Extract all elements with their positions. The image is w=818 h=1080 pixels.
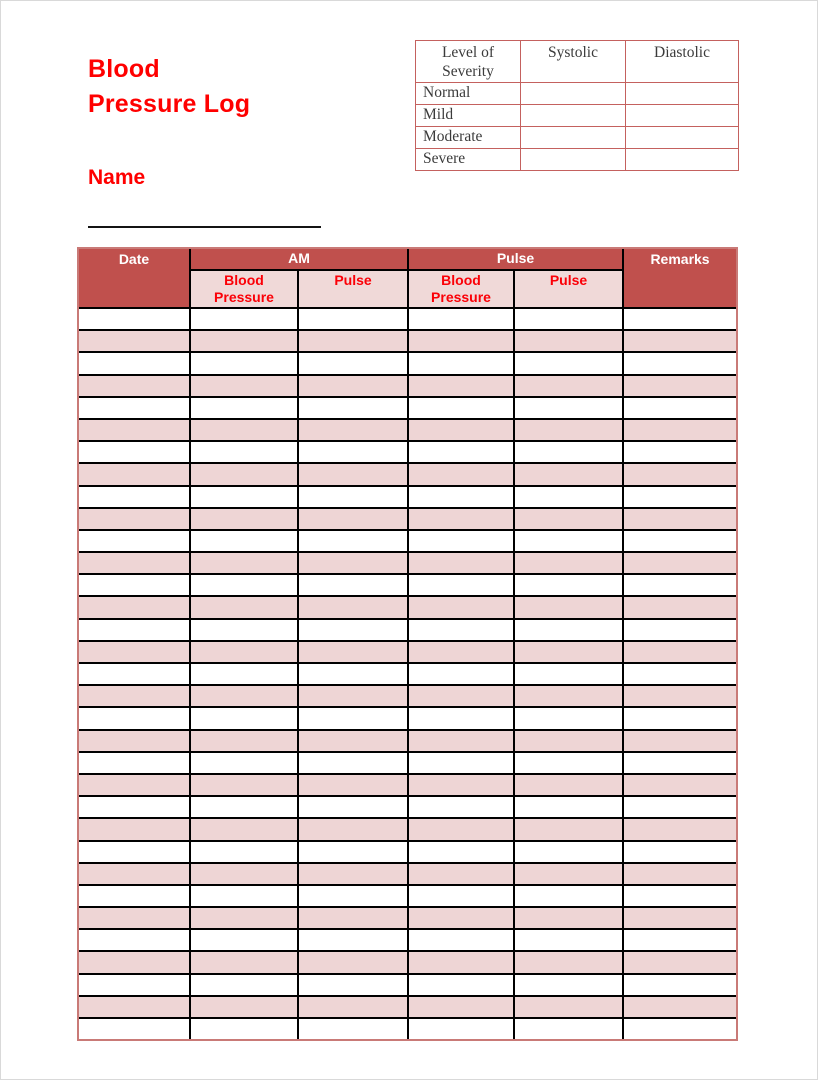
log-cell bbox=[514, 818, 623, 840]
log-subheader-am-pulse: Pulse bbox=[298, 270, 408, 308]
log-cell bbox=[190, 463, 298, 485]
log-cell bbox=[190, 929, 298, 951]
log-table-row bbox=[79, 885, 736, 907]
log-cell bbox=[190, 330, 298, 352]
log-cell bbox=[190, 508, 298, 530]
log-cell bbox=[514, 774, 623, 796]
log-cell bbox=[79, 330, 190, 352]
log-cell bbox=[408, 707, 514, 729]
log-table-row bbox=[79, 996, 736, 1018]
log-cell bbox=[623, 463, 736, 485]
log-cell bbox=[190, 996, 298, 1018]
log-header-pulse-group: Pulse bbox=[408, 249, 623, 270]
log-cell bbox=[514, 907, 623, 929]
log-table-row bbox=[79, 441, 736, 463]
log-cell bbox=[514, 996, 623, 1018]
log-cell bbox=[190, 796, 298, 818]
log-cell bbox=[298, 552, 408, 574]
severity-diastolic-cell bbox=[626, 127, 739, 149]
log-header-am-group: AM bbox=[190, 249, 408, 270]
log-cell bbox=[408, 508, 514, 530]
log-cell bbox=[623, 774, 736, 796]
log-cell bbox=[514, 707, 623, 729]
log-cell bbox=[514, 685, 623, 707]
severity-header-row bbox=[416, 41, 739, 83]
log-cell bbox=[298, 596, 408, 618]
log-table-row bbox=[79, 352, 736, 374]
log-table-row bbox=[79, 974, 736, 996]
log-cell bbox=[79, 907, 190, 929]
log-cell bbox=[514, 730, 623, 752]
log-cell bbox=[190, 530, 298, 552]
log-cell bbox=[298, 308, 408, 330]
log-cell bbox=[623, 863, 736, 885]
log-cell bbox=[623, 552, 736, 574]
log-cell bbox=[514, 974, 623, 996]
severity-table bbox=[415, 40, 739, 171]
log-cell bbox=[408, 774, 514, 796]
log-cell bbox=[623, 441, 736, 463]
log-cell bbox=[190, 974, 298, 996]
log-table-row bbox=[79, 752, 736, 774]
page-title-line2: Pressure Log bbox=[88, 90, 251, 118]
log-table-row bbox=[79, 1018, 736, 1039]
log-table-row bbox=[79, 375, 736, 397]
log-cell bbox=[408, 951, 514, 973]
log-cell bbox=[190, 574, 298, 596]
log-table-container bbox=[77, 247, 738, 1041]
log-table-row bbox=[79, 619, 736, 641]
log-table-row bbox=[79, 574, 736, 596]
log-cell bbox=[408, 530, 514, 552]
log-cell bbox=[298, 397, 408, 419]
log-cell bbox=[190, 1018, 298, 1039]
log-cell bbox=[298, 441, 408, 463]
log-cell bbox=[298, 796, 408, 818]
log-cell bbox=[623, 685, 736, 707]
log-cell bbox=[514, 308, 623, 330]
log-table-row bbox=[79, 419, 736, 441]
log-cell bbox=[623, 796, 736, 818]
log-table-row bbox=[79, 774, 736, 796]
log-cell bbox=[623, 707, 736, 729]
log-cell bbox=[79, 641, 190, 663]
log-table-row bbox=[79, 951, 736, 973]
log-cell bbox=[298, 685, 408, 707]
log-table-row bbox=[79, 929, 736, 951]
log-cell bbox=[298, 730, 408, 752]
log-cell bbox=[514, 441, 623, 463]
log-cell bbox=[623, 352, 736, 374]
log-cell bbox=[408, 596, 514, 618]
log-cell bbox=[408, 796, 514, 818]
log-cell bbox=[190, 486, 298, 508]
log-cell bbox=[298, 352, 408, 374]
log-cell bbox=[623, 818, 736, 840]
log-cell bbox=[408, 352, 514, 374]
log-table-row bbox=[79, 730, 736, 752]
log-subheader-am-blood-pressure: Blood Pressure bbox=[190, 270, 298, 308]
log-cell bbox=[623, 1018, 736, 1039]
log-cell bbox=[79, 974, 190, 996]
log-cell bbox=[623, 641, 736, 663]
log-cell bbox=[79, 885, 190, 907]
log-cell bbox=[623, 397, 736, 419]
log-cell bbox=[623, 730, 736, 752]
log-header-remarks: Remarks bbox=[623, 249, 736, 308]
log-cell bbox=[79, 863, 190, 885]
log-cell bbox=[623, 907, 736, 929]
log-table-row bbox=[79, 863, 736, 885]
log-cell bbox=[79, 818, 190, 840]
log-cell bbox=[623, 752, 736, 774]
log-cell bbox=[79, 552, 190, 574]
log-cell bbox=[408, 752, 514, 774]
log-cell bbox=[190, 863, 298, 885]
log-subheader-pm-pulse: Pulse bbox=[514, 270, 623, 308]
log-cell bbox=[190, 818, 298, 840]
log-cell bbox=[298, 885, 408, 907]
log-cell bbox=[79, 397, 190, 419]
log-table-row bbox=[79, 508, 736, 530]
log-table-row bbox=[79, 330, 736, 352]
log-cell bbox=[408, 996, 514, 1018]
log-cell bbox=[79, 508, 190, 530]
log-cell bbox=[79, 419, 190, 441]
log-cell bbox=[190, 308, 298, 330]
log-cell bbox=[514, 885, 623, 907]
log-cell bbox=[514, 1018, 623, 1039]
log-cell bbox=[408, 486, 514, 508]
log-cell bbox=[79, 463, 190, 485]
log-cell bbox=[514, 486, 623, 508]
log-cell bbox=[514, 574, 623, 596]
log-cell bbox=[514, 463, 623, 485]
log-cell bbox=[190, 596, 298, 618]
log-cell bbox=[79, 352, 190, 374]
log-cell bbox=[623, 375, 736, 397]
log-cell bbox=[79, 441, 190, 463]
log-cell bbox=[298, 1018, 408, 1039]
severity-systolic-cell bbox=[521, 105, 626, 127]
log-cell bbox=[408, 375, 514, 397]
log-cell bbox=[190, 685, 298, 707]
log-cell bbox=[408, 419, 514, 441]
log-cell bbox=[623, 330, 736, 352]
log-cell bbox=[298, 929, 408, 951]
log-cell bbox=[623, 574, 736, 596]
log-table-row bbox=[79, 841, 736, 863]
log-cell bbox=[514, 352, 623, 374]
log-table-row bbox=[79, 907, 736, 929]
log-cell bbox=[79, 619, 190, 641]
log-cell bbox=[79, 929, 190, 951]
log-cell bbox=[79, 663, 190, 685]
log-table-row bbox=[79, 552, 736, 574]
log-cell bbox=[623, 596, 736, 618]
log-table-row bbox=[79, 308, 736, 330]
log-cell bbox=[514, 530, 623, 552]
severity-level-cell: Mild bbox=[416, 105, 521, 127]
log-cell bbox=[298, 330, 408, 352]
log-cell bbox=[514, 397, 623, 419]
log-cell bbox=[190, 352, 298, 374]
log-cell bbox=[408, 663, 514, 685]
log-cell bbox=[298, 419, 408, 441]
log-cell bbox=[408, 929, 514, 951]
log-cell bbox=[190, 419, 298, 441]
severity-systolic-cell bbox=[521, 149, 626, 171]
log-cell bbox=[623, 951, 736, 973]
severity-header-diastolic: Diastolic bbox=[626, 41, 739, 83]
log-cell bbox=[408, 1018, 514, 1039]
log-table-body bbox=[79, 308, 736, 1039]
log-cell bbox=[298, 707, 408, 729]
log-cell bbox=[298, 863, 408, 885]
log-cell bbox=[79, 841, 190, 863]
log-cell bbox=[190, 752, 298, 774]
log-cell bbox=[514, 863, 623, 885]
log-cell bbox=[514, 929, 623, 951]
log-cell bbox=[623, 419, 736, 441]
log-cell bbox=[190, 841, 298, 863]
log-cell bbox=[79, 774, 190, 796]
log-table-row bbox=[79, 663, 736, 685]
log-cell bbox=[79, 596, 190, 618]
log-cell bbox=[79, 752, 190, 774]
log-cell bbox=[190, 951, 298, 973]
log-cell bbox=[408, 730, 514, 752]
log-cell bbox=[514, 663, 623, 685]
log-cell bbox=[298, 619, 408, 641]
log-cell bbox=[514, 508, 623, 530]
log-cell bbox=[298, 774, 408, 796]
log-cell bbox=[623, 929, 736, 951]
log-cell bbox=[514, 841, 623, 863]
log-cell bbox=[623, 841, 736, 863]
log-cell bbox=[514, 752, 623, 774]
severity-row-mild bbox=[416, 105, 739, 127]
severity-row-moderate bbox=[416, 127, 739, 149]
log-cell bbox=[190, 397, 298, 419]
log-cell bbox=[298, 996, 408, 1018]
log-cell bbox=[79, 996, 190, 1018]
log-table-row bbox=[79, 530, 736, 552]
log-cell bbox=[408, 685, 514, 707]
log-cell bbox=[298, 818, 408, 840]
log-cell bbox=[79, 530, 190, 552]
log-cell bbox=[79, 707, 190, 729]
log-cell bbox=[408, 818, 514, 840]
log-cell bbox=[623, 663, 736, 685]
log-cell bbox=[514, 375, 623, 397]
log-cell bbox=[190, 885, 298, 907]
log-cell bbox=[408, 552, 514, 574]
log-cell bbox=[408, 463, 514, 485]
log-cell bbox=[298, 752, 408, 774]
log-cell bbox=[623, 508, 736, 530]
log-cell bbox=[298, 907, 408, 929]
log-cell bbox=[79, 486, 190, 508]
log-subheader-pm-blood-pressure: Blood Pressure bbox=[408, 270, 514, 308]
log-cell bbox=[190, 552, 298, 574]
log-cell bbox=[190, 774, 298, 796]
log-cell bbox=[190, 619, 298, 641]
log-cell bbox=[79, 1018, 190, 1039]
log-cell bbox=[408, 574, 514, 596]
log-cell bbox=[190, 663, 298, 685]
log-cell bbox=[514, 330, 623, 352]
log-cell bbox=[190, 641, 298, 663]
name-fill-line bbox=[88, 226, 321, 228]
log-cell bbox=[298, 641, 408, 663]
page-title-line1: Blood bbox=[88, 55, 160, 83]
log-table-row bbox=[79, 796, 736, 818]
log-cell bbox=[408, 841, 514, 863]
log-table-row bbox=[79, 397, 736, 419]
log-cell bbox=[623, 619, 736, 641]
log-cell bbox=[408, 974, 514, 996]
log-cell bbox=[298, 951, 408, 973]
log-cell bbox=[298, 530, 408, 552]
log-cell bbox=[79, 685, 190, 707]
page-title bbox=[88, 52, 250, 122]
severity-level-cell: Severe bbox=[416, 149, 521, 171]
log-cell bbox=[623, 486, 736, 508]
log-cell bbox=[190, 707, 298, 729]
log-cell bbox=[514, 552, 623, 574]
log-cell bbox=[408, 885, 514, 907]
log-cell bbox=[514, 419, 623, 441]
log-cell bbox=[408, 863, 514, 885]
name-label: Name bbox=[88, 166, 146, 189]
log-table-row bbox=[79, 641, 736, 663]
log-table-row bbox=[79, 486, 736, 508]
severity-row-severe bbox=[416, 149, 739, 171]
log-group-header-row bbox=[79, 249, 736, 270]
log-table bbox=[79, 249, 736, 1039]
log-cell bbox=[190, 730, 298, 752]
log-header-date: Date bbox=[79, 249, 190, 308]
log-cell bbox=[79, 308, 190, 330]
log-cell bbox=[298, 663, 408, 685]
severity-row-normal bbox=[416, 83, 739, 105]
log-cell bbox=[79, 796, 190, 818]
log-cell bbox=[623, 308, 736, 330]
log-cell bbox=[298, 508, 408, 530]
log-cell bbox=[408, 397, 514, 419]
log-cell bbox=[190, 375, 298, 397]
log-cell bbox=[514, 596, 623, 618]
log-cell bbox=[298, 375, 408, 397]
severity-diastolic-cell bbox=[626, 83, 739, 105]
log-cell bbox=[79, 574, 190, 596]
log-cell bbox=[298, 574, 408, 596]
severity-diastolic-cell bbox=[626, 149, 739, 171]
log-cell bbox=[79, 951, 190, 973]
log-cell bbox=[408, 641, 514, 663]
log-cell bbox=[190, 441, 298, 463]
log-cell bbox=[623, 530, 736, 552]
log-cell bbox=[623, 885, 736, 907]
log-cell bbox=[408, 308, 514, 330]
severity-header-level: Level of Severity bbox=[416, 41, 521, 83]
log-cell bbox=[514, 951, 623, 973]
log-cell bbox=[298, 463, 408, 485]
log-cell bbox=[408, 619, 514, 641]
log-table-row bbox=[79, 685, 736, 707]
log-cell bbox=[623, 974, 736, 996]
severity-systolic-cell bbox=[521, 83, 626, 105]
log-cell bbox=[408, 330, 514, 352]
log-cell bbox=[408, 441, 514, 463]
severity-systolic-cell bbox=[521, 127, 626, 149]
severity-header-systolic: Systolic bbox=[521, 41, 626, 83]
severity-diastolic-cell bbox=[626, 105, 739, 127]
log-cell bbox=[190, 907, 298, 929]
log-cell bbox=[408, 907, 514, 929]
log-table-row bbox=[79, 818, 736, 840]
log-cell bbox=[298, 974, 408, 996]
log-cell bbox=[298, 841, 408, 863]
log-table-row bbox=[79, 707, 736, 729]
log-cell bbox=[514, 796, 623, 818]
severity-level-cell: Moderate bbox=[416, 127, 521, 149]
log-cell bbox=[514, 641, 623, 663]
log-table-row bbox=[79, 596, 736, 618]
log-cell bbox=[623, 996, 736, 1018]
log-cell bbox=[79, 375, 190, 397]
severity-level-cell: Normal bbox=[416, 83, 521, 105]
log-cell bbox=[298, 486, 408, 508]
log-cell bbox=[514, 619, 623, 641]
log-table-row bbox=[79, 463, 736, 485]
log-cell bbox=[79, 730, 190, 752]
